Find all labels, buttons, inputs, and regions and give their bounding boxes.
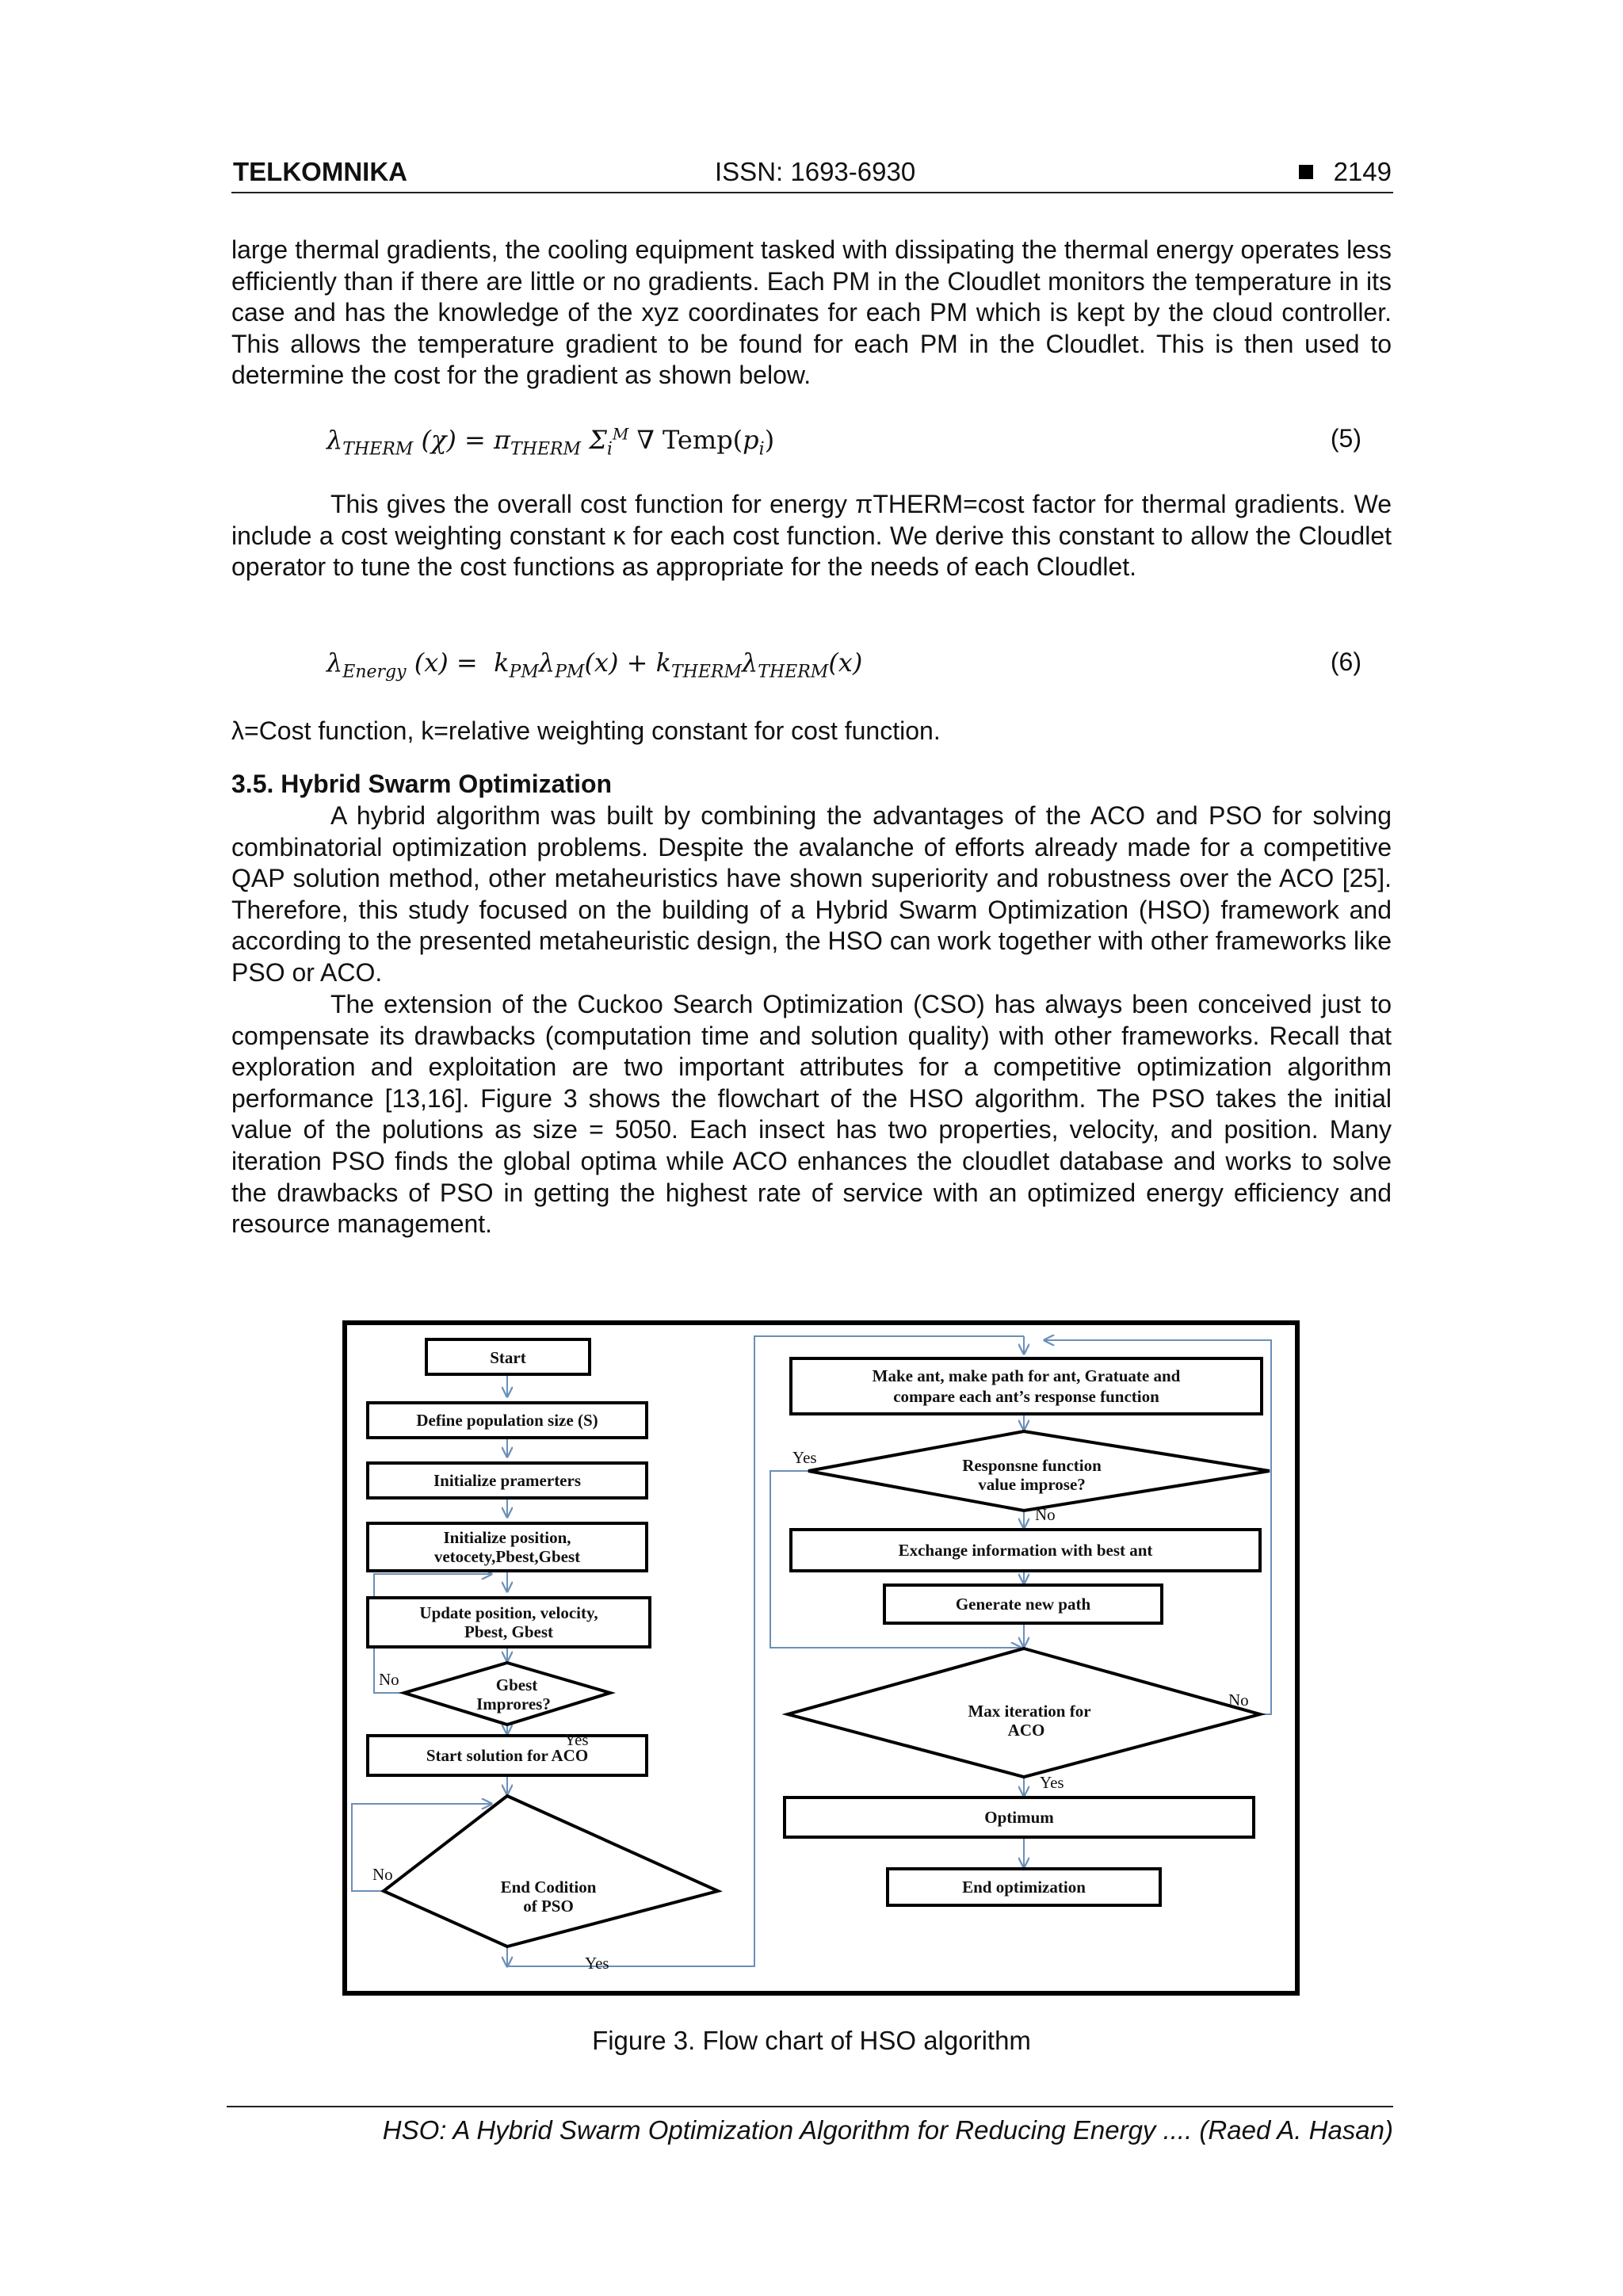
paragraph-cost-function: This gives the overall cost function for energy πTHERM=cost factor for thermal gradients. We include a cost weighting constant κ for each cost function. We derive this constant to allow the Cloudlet operator to tune the cost functions as appropriate for the needs of each Cloudlet. xyxy=(231,490,1392,582)
decision-end-condition-line1: End Codition xyxy=(500,1878,597,1897)
paragraph-hybrid-algorithm: A hybrid algorithm was built by combining the advantages of the ACO and PSO for solving combinatorial optimization problems. Despite the avalanche of efforts already made for a competitive QAP solution method, other metaheuristics have shown superiority and robustness over the ACO [25]. Therefore, this study focused on the building of a Hybrid Swarm Optimization (HSO) framework and according to the presented metaheuristic design, the HSO can work together with other frameworks like PSO or ACO. xyxy=(231,801,1392,987)
label-no-gbest: No xyxy=(379,1670,399,1689)
decision-response-line2: value improse? xyxy=(978,1475,1086,1494)
equation-5-number: (5) xyxy=(1330,424,1361,453)
label-no-response: No xyxy=(1035,1505,1056,1524)
label-yes-response: Yes xyxy=(792,1448,817,1467)
running-header xyxy=(231,155,1393,193)
equation-5-formula: $\lambda_{THERM}$ $(\chi) = \pi_{THERM}$ $\Sigma_i^M$ ∇ $Temp(p_i)$ xyxy=(327,424,775,460)
label-yes-gbest: Yes xyxy=(564,1730,589,1749)
node-update-line2: Pbest, Gbest xyxy=(464,1622,553,1641)
node-initialize-parameters: Initialize pramerters xyxy=(433,1471,582,1490)
node-start: Start xyxy=(490,1348,526,1367)
node-generate-path: Generate new path xyxy=(955,1595,1091,1614)
equation-5 xyxy=(327,424,1361,459)
issn: ISSN: 1693-6930 xyxy=(715,157,916,186)
decision-response-line1: Responsne function xyxy=(962,1456,1102,1475)
square-bullet-icon xyxy=(1299,165,1313,179)
node-define-population: Define population size (S) xyxy=(416,1411,598,1430)
node-make-ant-line1: Make ant, make path for ant, Gratuate and xyxy=(872,1366,1181,1385)
running-footer: HSO: A Hybrid Swarm Optimization Algorithm for Reducing Energy .... (Raed A. Hasan) xyxy=(227,2106,1393,2145)
node-initialize-position-line2: vetocety,Pbest,Gbest xyxy=(433,1547,581,1566)
decision-end-condition-line2: of PSO xyxy=(523,1897,574,1916)
flowchart-svg xyxy=(342,1320,1300,1996)
node-update-line1: Update position, velocity, xyxy=(419,1603,598,1622)
equation-6-formula: $\lambda_{Energy}$ $(x) = k_{PM}\lambda_{PM}(x) + k_{THERM}\lambda_{THERM}(x)$ xyxy=(327,648,863,682)
node-exchange-info: Exchange information with best ant xyxy=(898,1541,1153,1560)
decision-max-iteration-line1: Max iteration for xyxy=(968,1702,1091,1721)
paragraph-cso-extension: The extension of the Cuckoo Search Optimization (CSO) has always been conceived just to compensate its drawbacks (computation time and solution quality) with other frameworks. Recall that exploration and exploitation are two important attributes for a competitive optimization algorithm performance [13,16]. Figure 3 shows the flowchart of the HSO algorithm. The PSO takes the initial value of the polutions as size = 5050. Each insect has two properties, velocity, and position. Many iteration PSO finds the global optima while ACO enhances the cloudlet database and works to solve the drawbacks of PSO in getting the highest rate of service with an optimized energy efficiency and resource management. xyxy=(231,990,1392,1239)
figure-caption: Figure 3. Flow chart of HSO algorithm xyxy=(592,2026,1031,2055)
decision-gbest-line2: Improres? xyxy=(476,1694,551,1713)
paragraph-lambda-definition: λ=Cost function, k=relative weighting constant for cost function. xyxy=(231,716,941,745)
label-yes-max-iteration: Yes xyxy=(1040,1773,1064,1792)
paragraph-thermal-gradients: large thermal gradients, the cooling equipment tasked with dissipating the thermal energy operates less efficiently than if there are little or no gradients. Each PM in the Cloudlet monitors the temperature in its case and has the knowledge of the xyz coordinates for each PM which is kept by the cloud controller. This allows the temperature gradient to be found for each PM in the Cloudlet. This is then used to determine the cost for the gradient as shown below. xyxy=(231,235,1392,390)
label-yes-end-condition: Yes xyxy=(585,1954,609,1973)
node-make-ant-line2: compare each ant’s response function xyxy=(893,1387,1159,1406)
decision-max-iteration-line2: ACO xyxy=(1007,1721,1045,1740)
label-no-max-iteration: No xyxy=(1228,1690,1249,1710)
journal-name: TELKOMNIKA xyxy=(233,157,407,186)
page-number-box xyxy=(1299,157,1392,187)
equation-6 xyxy=(327,648,1361,682)
node-start-aco: Start solution for ACO xyxy=(426,1746,589,1765)
decision-gbest-line1: Gbest xyxy=(495,1675,538,1694)
equation-6-number: (6) xyxy=(1330,648,1361,676)
page-number: 2149 xyxy=(1333,157,1392,186)
node-optimum: Optimum xyxy=(984,1808,1054,1827)
hso-flowchart xyxy=(342,1320,1300,1996)
label-no-end-condition: No xyxy=(372,1865,393,1884)
section-title: 3.5. Hybrid Swarm Optimization xyxy=(231,770,613,798)
node-end-optimization: End optimization xyxy=(962,1878,1086,1897)
node-initialize-position-line1: Initialize position, xyxy=(443,1528,571,1547)
